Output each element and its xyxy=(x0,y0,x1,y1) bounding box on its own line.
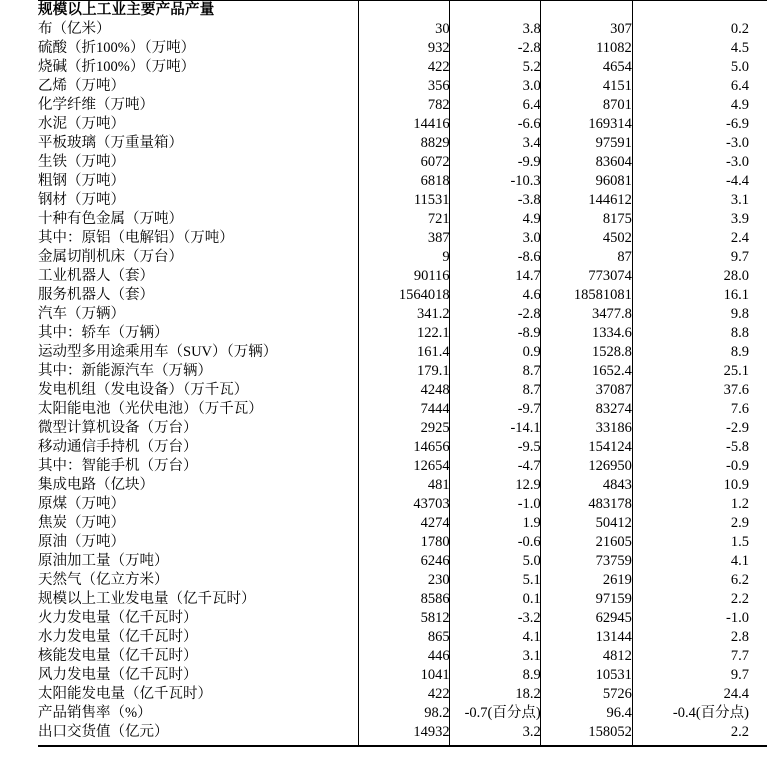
row-value-3: 2619 xyxy=(602,572,632,588)
row-value-1: 179.1 xyxy=(416,363,450,379)
row-value-3: 4843 xyxy=(602,477,632,493)
row-value-3: 154124 xyxy=(588,439,632,455)
row-label: 微型计算机设备（万台） xyxy=(38,420,198,436)
table-row xyxy=(38,514,767,533)
row-value-2: 0.1 xyxy=(522,591,541,607)
table-row xyxy=(38,552,767,571)
row-value-4: -5.8 xyxy=(726,439,749,455)
row-value-4: 7.7 xyxy=(730,648,749,664)
section-title-value-2 xyxy=(450,1,541,20)
row-value-3: 169314 xyxy=(588,116,632,132)
row-value-1: 7444 xyxy=(420,401,450,417)
row-value-1: 12654 xyxy=(413,458,450,474)
table-row xyxy=(38,77,767,96)
row-label: 其中：轿车（万辆） xyxy=(38,325,169,341)
row-value-4: 9.7 xyxy=(730,249,749,265)
row-value-1: 161.4 xyxy=(416,344,450,360)
row-value-2: 0.9 xyxy=(522,344,541,360)
row-value-4: 6.2 xyxy=(730,572,749,588)
table-row xyxy=(38,647,767,666)
row-value-4: 4.9 xyxy=(730,97,749,113)
row-value-3: 97591 xyxy=(595,135,632,151)
row-label: 金属切削机床（万台） xyxy=(38,249,183,265)
row-value-2: -0.7(百分点) xyxy=(464,705,541,721)
table-row xyxy=(38,438,767,457)
row-value-3: 126950 xyxy=(588,458,632,474)
row-value-2: -2.8 xyxy=(517,306,541,322)
row-value-4: 8.8 xyxy=(730,325,749,341)
row-value-1: 30 xyxy=(435,21,450,37)
row-label: 化学纤维（万吨） xyxy=(38,97,154,113)
row-label: 生铁（万吨） xyxy=(38,154,125,170)
row-label: 水泥（万吨） xyxy=(38,116,125,132)
row-label: 移动通信手持机（万台） xyxy=(38,439,198,455)
table-row xyxy=(38,419,767,438)
row-value-4: -3.0 xyxy=(726,135,749,151)
row-value-3: 3477.8 xyxy=(591,306,632,322)
row-value-2: -10.3 xyxy=(510,173,541,189)
row-value-2: -9.7 xyxy=(517,401,541,417)
row-value-3: 5726 xyxy=(602,686,632,702)
row-value-1: 782 xyxy=(427,97,450,113)
row-value-1: 11531 xyxy=(413,192,450,208)
row-value-1: 8586 xyxy=(420,591,450,607)
row-value-2: 3.1 xyxy=(522,648,541,664)
table-row xyxy=(38,400,767,419)
table-row xyxy=(38,305,767,324)
row-value-1: 387 xyxy=(427,230,450,246)
row-value-4: 2.9 xyxy=(730,515,749,531)
row-value-4: 4.5 xyxy=(730,40,749,56)
row-value-2: -8.9 xyxy=(517,325,541,341)
table-row xyxy=(38,533,767,552)
row-value-1: 1564018 xyxy=(398,287,450,303)
table-row xyxy=(38,267,767,286)
row-value-1: 932 xyxy=(427,40,450,56)
row-value-1: 14416 xyxy=(413,116,450,132)
row-value-3: 144612 xyxy=(588,192,632,208)
row-label: 乙烯（万吨） xyxy=(38,78,125,94)
row-value-1: 356 xyxy=(427,78,450,94)
row-value-4: 2.2 xyxy=(730,724,749,740)
table-row xyxy=(38,134,767,153)
row-value-3: 96.4 xyxy=(606,705,632,721)
row-value-2: -3.8 xyxy=(517,192,541,208)
section-title-value-1 xyxy=(358,1,449,20)
row-value-1: 8829 xyxy=(420,135,450,151)
row-value-4: 2.8 xyxy=(730,629,749,645)
row-value-2: -3.2 xyxy=(517,610,541,626)
row-label: 烧碱（折100%）（万吨） xyxy=(38,59,196,75)
row-label: 平板玻璃（万重量箱） xyxy=(38,135,183,151)
row-value-4: 3.9 xyxy=(730,211,749,227)
row-label: 核能发电量（亿千瓦时） xyxy=(38,648,198,664)
table-row xyxy=(38,229,767,248)
row-value-4: 0.2 xyxy=(730,21,749,37)
row-value-4: 28.0 xyxy=(723,268,749,284)
table-row xyxy=(38,172,767,191)
row-value-4: 1.2 xyxy=(730,496,749,512)
row-value-3: 4812 xyxy=(602,648,632,664)
row-value-1: 230 xyxy=(427,572,450,588)
row-value-3: 62945 xyxy=(595,610,632,626)
row-value-3: 4654 xyxy=(602,59,632,75)
row-value-4: -6.9 xyxy=(726,116,749,132)
row-value-3: 87 xyxy=(617,249,632,265)
row-value-2: 1.9 xyxy=(522,515,541,531)
row-value-4: 24.4 xyxy=(723,686,749,702)
row-value-2: 4.6 xyxy=(522,287,541,303)
row-value-3: 18581081 xyxy=(573,287,632,303)
table-row xyxy=(38,286,767,305)
row-label: 天然气（亿立方米） xyxy=(38,572,169,588)
row-label: 出口交货值（亿元） xyxy=(38,724,169,740)
row-value-1: 14932 xyxy=(413,724,450,740)
table-row xyxy=(38,362,767,381)
row-value-2: -0.6 xyxy=(517,534,541,550)
row-value-3: 307 xyxy=(610,21,632,37)
row-value-1: 122.1 xyxy=(416,325,450,341)
row-value-2: -14.1 xyxy=(510,420,541,436)
row-value-3: 97159 xyxy=(595,591,632,607)
table-section-title-row xyxy=(38,1,767,20)
row-value-1: 422 xyxy=(427,686,450,702)
table-row xyxy=(38,628,767,647)
section-title-value-3 xyxy=(541,1,632,20)
row-value-1: 721 xyxy=(427,211,450,227)
table-row xyxy=(38,39,767,58)
table-row xyxy=(38,495,767,514)
row-value-2: 3.0 xyxy=(522,230,541,246)
row-value-3: 4502 xyxy=(602,230,632,246)
row-label: 太阳能电池（光伏电池）（万千瓦） xyxy=(38,401,263,417)
row-value-2: 5.2 xyxy=(522,59,541,75)
row-value-3: 13144 xyxy=(595,629,632,645)
row-value-2: -4.7 xyxy=(517,458,541,474)
row-value-1: 446 xyxy=(427,648,450,664)
row-label: 产品销售率（%） xyxy=(38,705,152,721)
row-label: 原煤（万吨） xyxy=(38,496,125,512)
row-label: 硫酸（折100%）（万吨） xyxy=(38,40,196,56)
row-label: 太阳能发电量（亿千瓦时） xyxy=(38,686,212,702)
row-value-2: 5.0 xyxy=(522,553,541,569)
row-value-3: 83604 xyxy=(595,154,632,170)
row-value-1: 422 xyxy=(427,59,450,75)
row-value-2: 3.2 xyxy=(522,724,541,740)
row-label: 水力发电量（亿千瓦时） xyxy=(38,629,198,645)
row-value-2: 3.4 xyxy=(522,135,541,151)
row-label: 其中：智能手机（万台） xyxy=(38,458,198,474)
table-body xyxy=(38,1,767,742)
row-value-4: 8.9 xyxy=(730,344,749,360)
row-value-4: -4.4 xyxy=(726,173,749,189)
row-label: 发电机组（发电设备）（万千瓦） xyxy=(38,382,249,398)
table-row xyxy=(38,96,767,115)
industrial-output-table xyxy=(38,1,767,742)
row-value-4: -2.9 xyxy=(726,420,749,436)
row-label: 火力发电量（亿千瓦时） xyxy=(38,610,198,626)
row-value-2: -6.6 xyxy=(517,116,541,132)
table-row xyxy=(38,58,767,77)
row-value-1: 4274 xyxy=(420,515,450,531)
row-value-3: 33186 xyxy=(595,420,632,436)
row-label: 十种有色金属（万吨） xyxy=(38,211,183,227)
row-label: 服务机器人（套） xyxy=(38,287,154,303)
row-value-2: 3.0 xyxy=(522,78,541,94)
row-value-3: 4151 xyxy=(602,78,632,94)
row-value-2: 8.7 xyxy=(522,363,541,379)
row-label: 其中：新能源汽车（万辆） xyxy=(38,363,212,379)
table-row xyxy=(38,590,767,609)
row-value-1: 6072 xyxy=(420,154,450,170)
table-row xyxy=(38,723,767,742)
row-label: 钢材（万吨） xyxy=(38,192,125,208)
row-value-4: 16.1 xyxy=(723,287,749,303)
row-value-3: 1528.8 xyxy=(591,344,632,360)
row-value-3: 11082 xyxy=(596,40,632,56)
row-label: 汽车（万辆） xyxy=(38,306,125,322)
row-value-4: -0.9 xyxy=(726,458,749,474)
table-row xyxy=(38,210,767,229)
row-value-4: -3.0 xyxy=(726,154,749,170)
table-row xyxy=(38,324,767,343)
row-value-2: -2.8 xyxy=(517,40,541,56)
table-bottom-rule xyxy=(38,745,767,747)
row-value-1: 14656 xyxy=(413,439,450,455)
table-row xyxy=(38,666,767,685)
row-value-2: 8.9 xyxy=(522,667,541,683)
row-value-1: 481 xyxy=(427,477,450,493)
row-value-2: -1.0 xyxy=(517,496,541,512)
row-value-2: 4.1 xyxy=(522,629,541,645)
row-value-4: 10.9 xyxy=(723,477,749,493)
row-value-3: 96081 xyxy=(595,173,632,189)
section-title-value-4 xyxy=(632,1,767,20)
table-row xyxy=(38,153,767,172)
row-value-3: 50412 xyxy=(595,515,632,531)
row-value-3: 73759 xyxy=(595,553,632,569)
row-value-3: 483178 xyxy=(588,496,632,512)
row-value-1: 4248 xyxy=(420,382,450,398)
row-value-3: 773074 xyxy=(588,268,632,284)
table-row xyxy=(38,609,767,628)
row-value-2: 3.8 xyxy=(522,21,541,37)
row-value-3: 37087 xyxy=(595,382,632,398)
row-value-3: 83274 xyxy=(595,401,632,417)
section-title: 规模以上工业主要产品产量 xyxy=(38,2,215,18)
row-value-4: 1.5 xyxy=(730,534,749,550)
row-value-4: 3.1 xyxy=(730,192,749,208)
row-value-3: 1334.6 xyxy=(591,325,632,341)
row-value-3: 10531 xyxy=(595,667,632,683)
row-value-3: 8701 xyxy=(602,97,632,113)
row-value-1: 43703 xyxy=(413,496,450,512)
row-label: 焦炭（万吨） xyxy=(38,515,125,531)
row-value-4: 2.2 xyxy=(730,591,749,607)
row-label: 规模以上工业发电量（亿千瓦时） xyxy=(38,591,256,607)
row-value-1: 1041 xyxy=(420,667,450,683)
row-value-2: -8.6 xyxy=(517,249,541,265)
row-value-4: 2.4 xyxy=(730,230,749,246)
row-value-1: 98.2 xyxy=(424,705,450,721)
row-value-4: 7.6 xyxy=(730,401,749,417)
row-value-2: 12.9 xyxy=(515,477,541,493)
row-label: 布（亿米） xyxy=(38,21,111,37)
row-value-2: 6.4 xyxy=(522,97,541,113)
table-row xyxy=(38,685,767,704)
row-value-4: 9.8 xyxy=(730,306,749,322)
row-value-4: 6.4 xyxy=(730,78,749,94)
table-row xyxy=(38,571,767,590)
row-value-4: 9.7 xyxy=(730,667,749,683)
row-value-2: 8.7 xyxy=(522,382,541,398)
table-row xyxy=(38,115,767,134)
row-label: 工业机器人（套） xyxy=(38,268,154,284)
row-value-3: 21605 xyxy=(595,534,632,550)
row-value-3: 8175 xyxy=(602,211,632,227)
row-value-1: 1780 xyxy=(420,534,450,550)
table-row xyxy=(38,476,767,495)
row-value-2: -9.5 xyxy=(517,439,541,455)
row-value-1: 6818 xyxy=(420,173,450,189)
row-label: 粗钢（万吨） xyxy=(38,173,125,189)
table-row xyxy=(38,381,767,400)
table-row xyxy=(38,343,767,362)
row-value-2: 14.7 xyxy=(515,268,541,284)
table-row xyxy=(38,20,767,39)
row-value-3: 1652.4 xyxy=(591,363,632,379)
row-value-1: 9 xyxy=(442,249,450,265)
row-value-4: 5.0 xyxy=(730,59,749,75)
row-value-2: -9.9 xyxy=(517,154,541,170)
row-label: 原油（万吨） xyxy=(38,534,125,550)
table-row xyxy=(38,248,767,267)
table-row xyxy=(38,191,767,210)
row-value-2: 4.9 xyxy=(522,211,541,227)
row-value-4: -0.4(百分点) xyxy=(672,705,749,721)
row-value-3: 158052 xyxy=(588,724,632,740)
row-value-4: 37.6 xyxy=(723,382,749,398)
row-value-1: 865 xyxy=(427,629,450,645)
row-value-1: 90116 xyxy=(413,268,450,284)
row-value-4: -1.0 xyxy=(726,610,749,626)
row-value-1: 5812 xyxy=(420,610,450,626)
row-label: 其中：原铝（电解铝）（万吨） xyxy=(38,230,234,246)
row-value-1: 341.2 xyxy=(416,306,450,322)
table-row xyxy=(38,704,767,723)
row-value-2: 5.1 xyxy=(522,572,541,588)
row-label: 原油加工量（万吨） xyxy=(38,553,169,569)
row-label: 运动型多用途乘用车（SUV）（万辆） xyxy=(38,344,278,360)
row-label: 集成电路（亿块） xyxy=(38,477,154,493)
row-value-1: 6246 xyxy=(420,553,450,569)
row-value-4: 25.1 xyxy=(723,363,749,379)
row-label: 风力发电量（亿千瓦时） xyxy=(38,667,198,683)
row-value-2: 18.2 xyxy=(515,686,541,702)
row-value-1: 2925 xyxy=(420,420,450,436)
row-value-4: 4.1 xyxy=(730,553,749,569)
table-row xyxy=(38,457,767,476)
